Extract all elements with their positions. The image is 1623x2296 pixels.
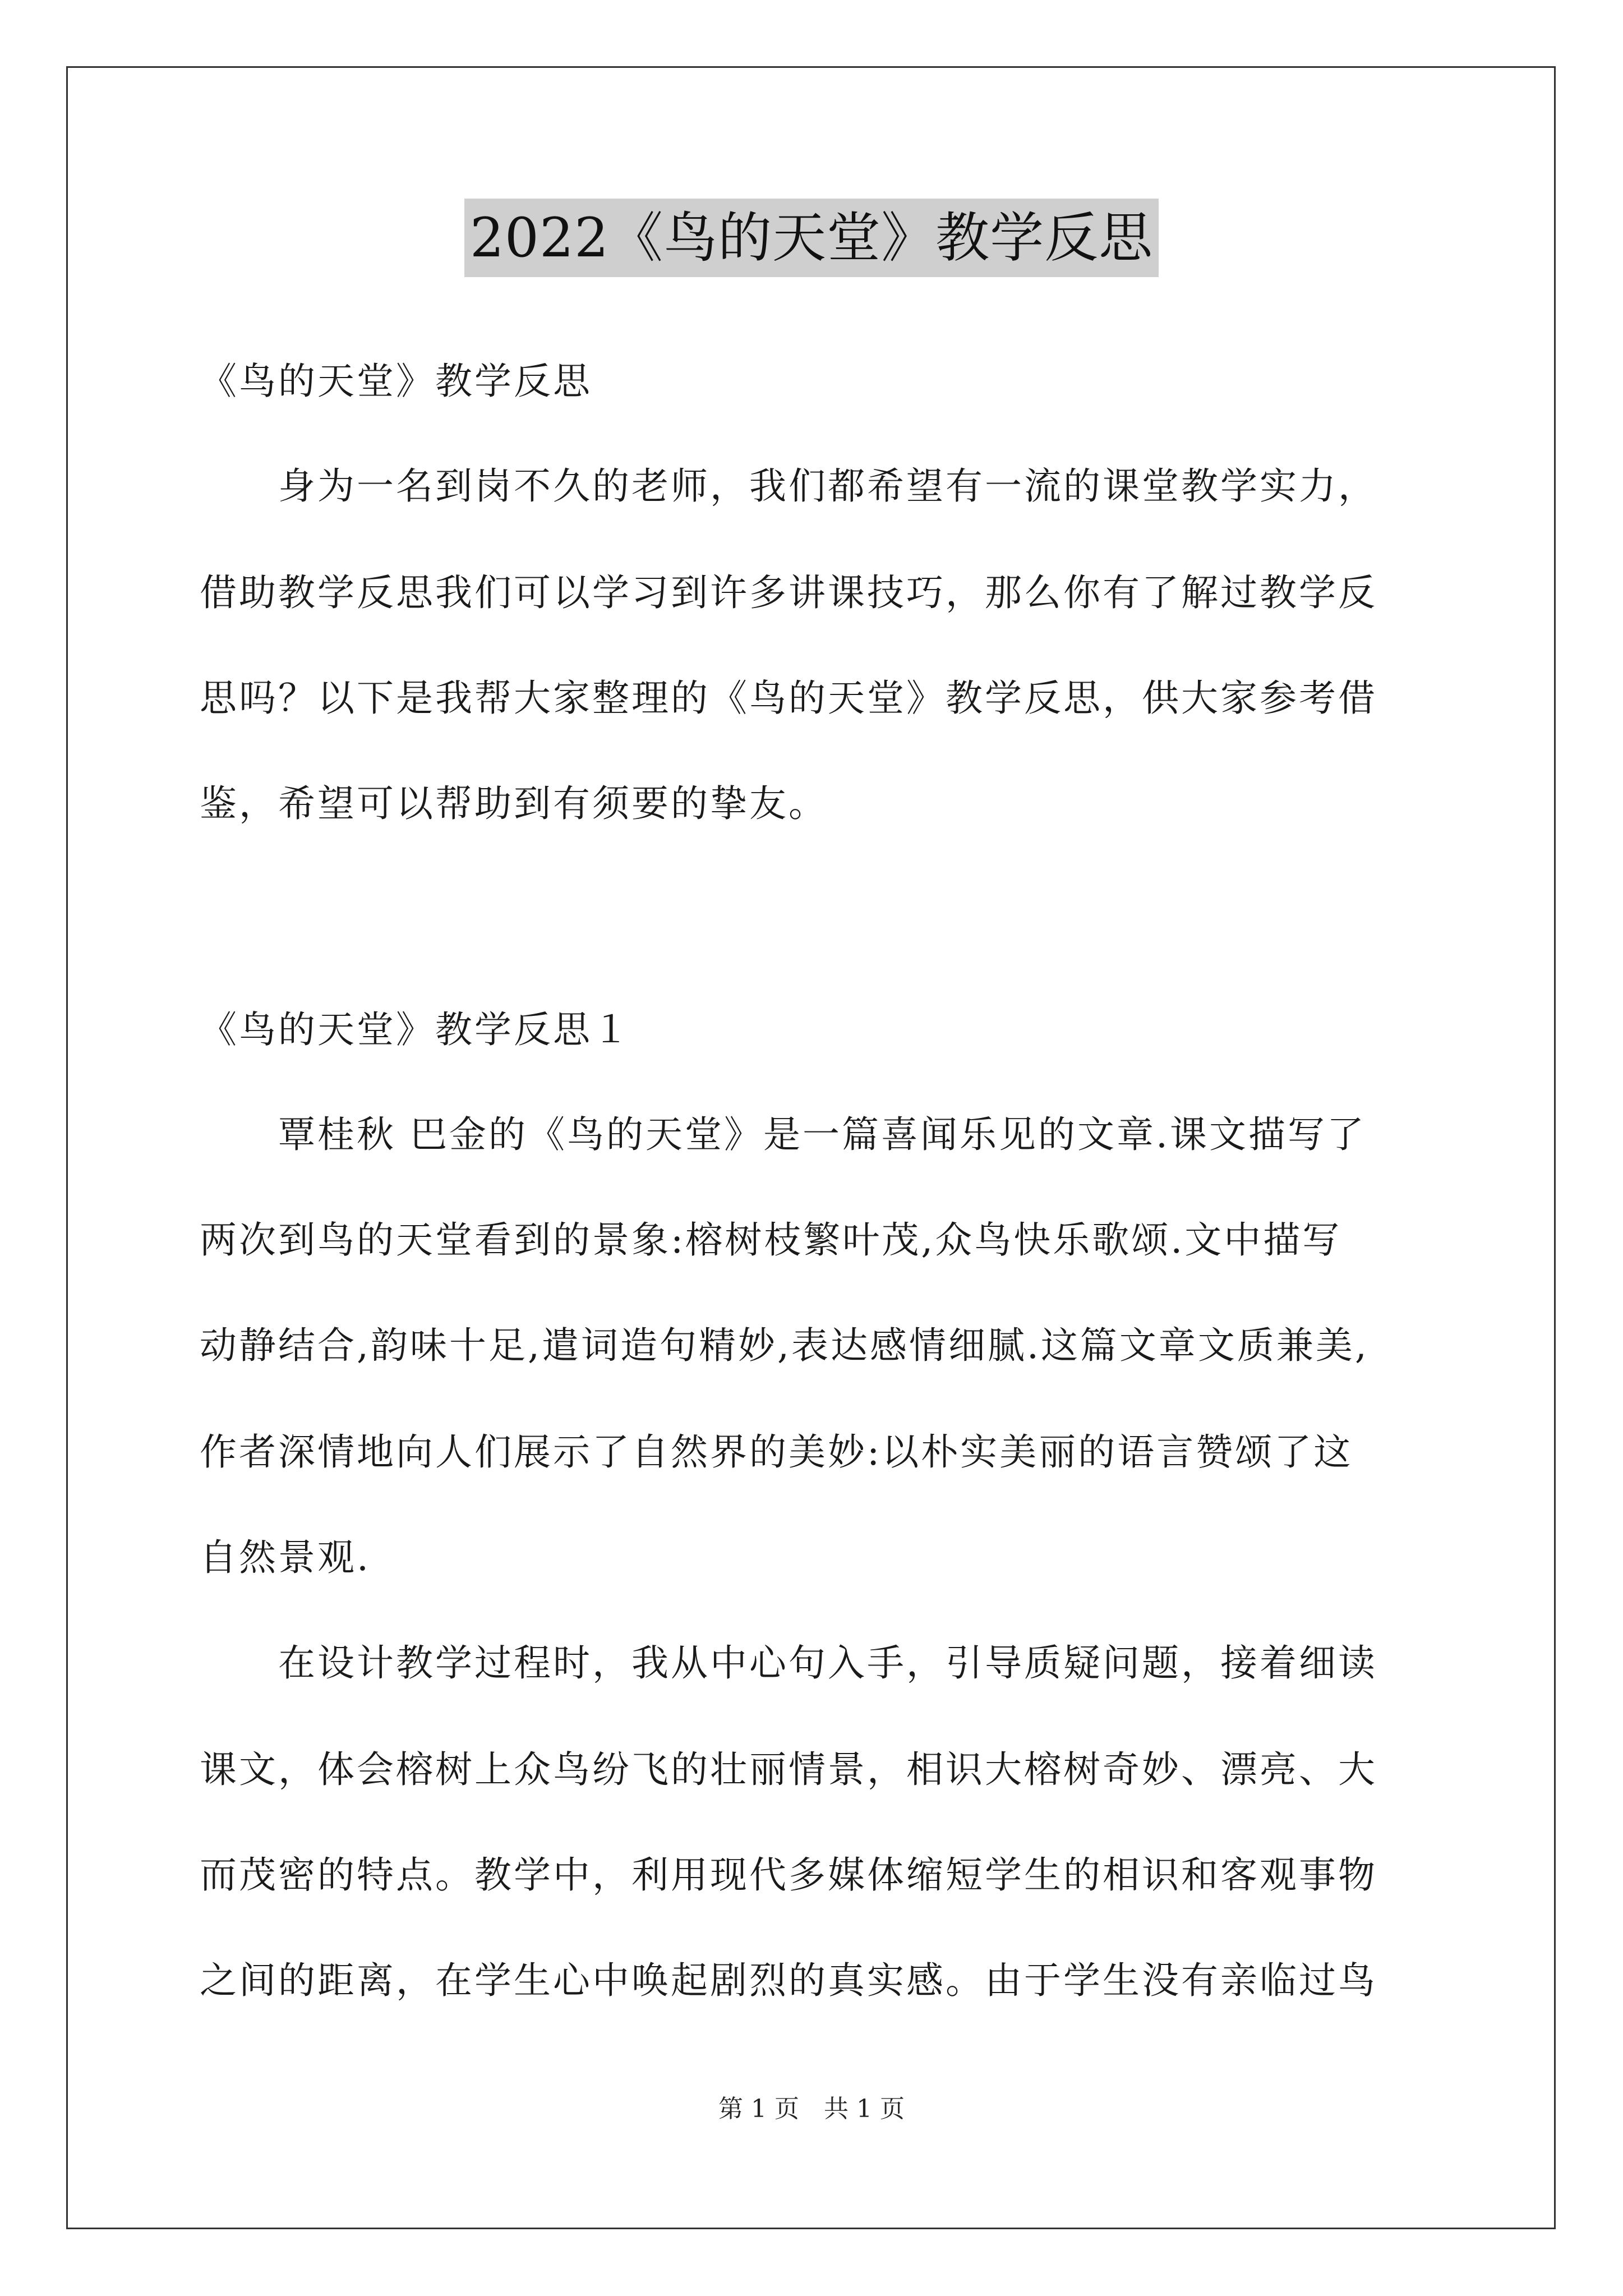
title-container — [0, 199, 1623, 277]
paragraph1-line-1: 覃桂秋 巴金的《鸟的天堂》是一篇喜闻乐见的文章.课文描写了 — [278, 1113, 1366, 1156]
paragraph1-line-2: 两次到鸟的天堂看到的景象:榕树枝繁叶茂,众鸟快乐歌颂.文中描写 — [200, 1218, 1342, 1262]
paragraph1-line-3: 动静结合,韵味十足,遣词造句精妙,表达感情细腻.这篇文章文质兼美, — [200, 1324, 1369, 1367]
paragraph2-line-3: 而茂密的特点。教学中，利用现代多媒体缩短学生的相识和客观事物 — [200, 1853, 1377, 1897]
page-footer: 第 1 页 共 1 页 — [718, 2095, 905, 2123]
paragraph2-line-4: 之间的距离，在学生心中唤起剧烈的真实感。由于学生没有亲临过鸟 — [200, 1959, 1377, 2002]
intro-line-4: 鉴，希望可以帮助到有须要的挚友。 — [200, 782, 828, 825]
paragraph1-line-5: 自然景观. — [200, 1536, 371, 1579]
document-title: 2022《鸟的天堂》教学反思 — [464, 199, 1159, 277]
subtitle: 《鸟的天堂》教学反思 — [200, 360, 592, 403]
intro-line-3: 思吗？以下是我帮大家整理的《鸟的天堂》教学反思，供大家参考借 — [200, 677, 1377, 720]
paragraph1-line-4: 作者深情地向人们展示了自然界的美妙:以朴实美丽的语言赞颂了这 — [200, 1430, 1353, 1474]
intro-line-2: 借助教学反思我们可以学习到许多讲课技巧，那么你有了解过教学反 — [200, 571, 1377, 614]
paragraph2-line-2: 课文，体会榕树上众鸟纷飞的壮丽情景，相识大榕树奇妙、漂亮、大 — [200, 1748, 1377, 1791]
intro-line-1: 身为一名到岗不久的老师，我们都希望有一流的课堂教学实力， — [278, 464, 1377, 508]
section-heading: 《鸟的天堂》教学反思１ — [200, 1008, 631, 1051]
paragraph2-line-1: 在设计教学过程时，我从中心句入手，引导质疑问题，接着细读 — [278, 1641, 1377, 1685]
